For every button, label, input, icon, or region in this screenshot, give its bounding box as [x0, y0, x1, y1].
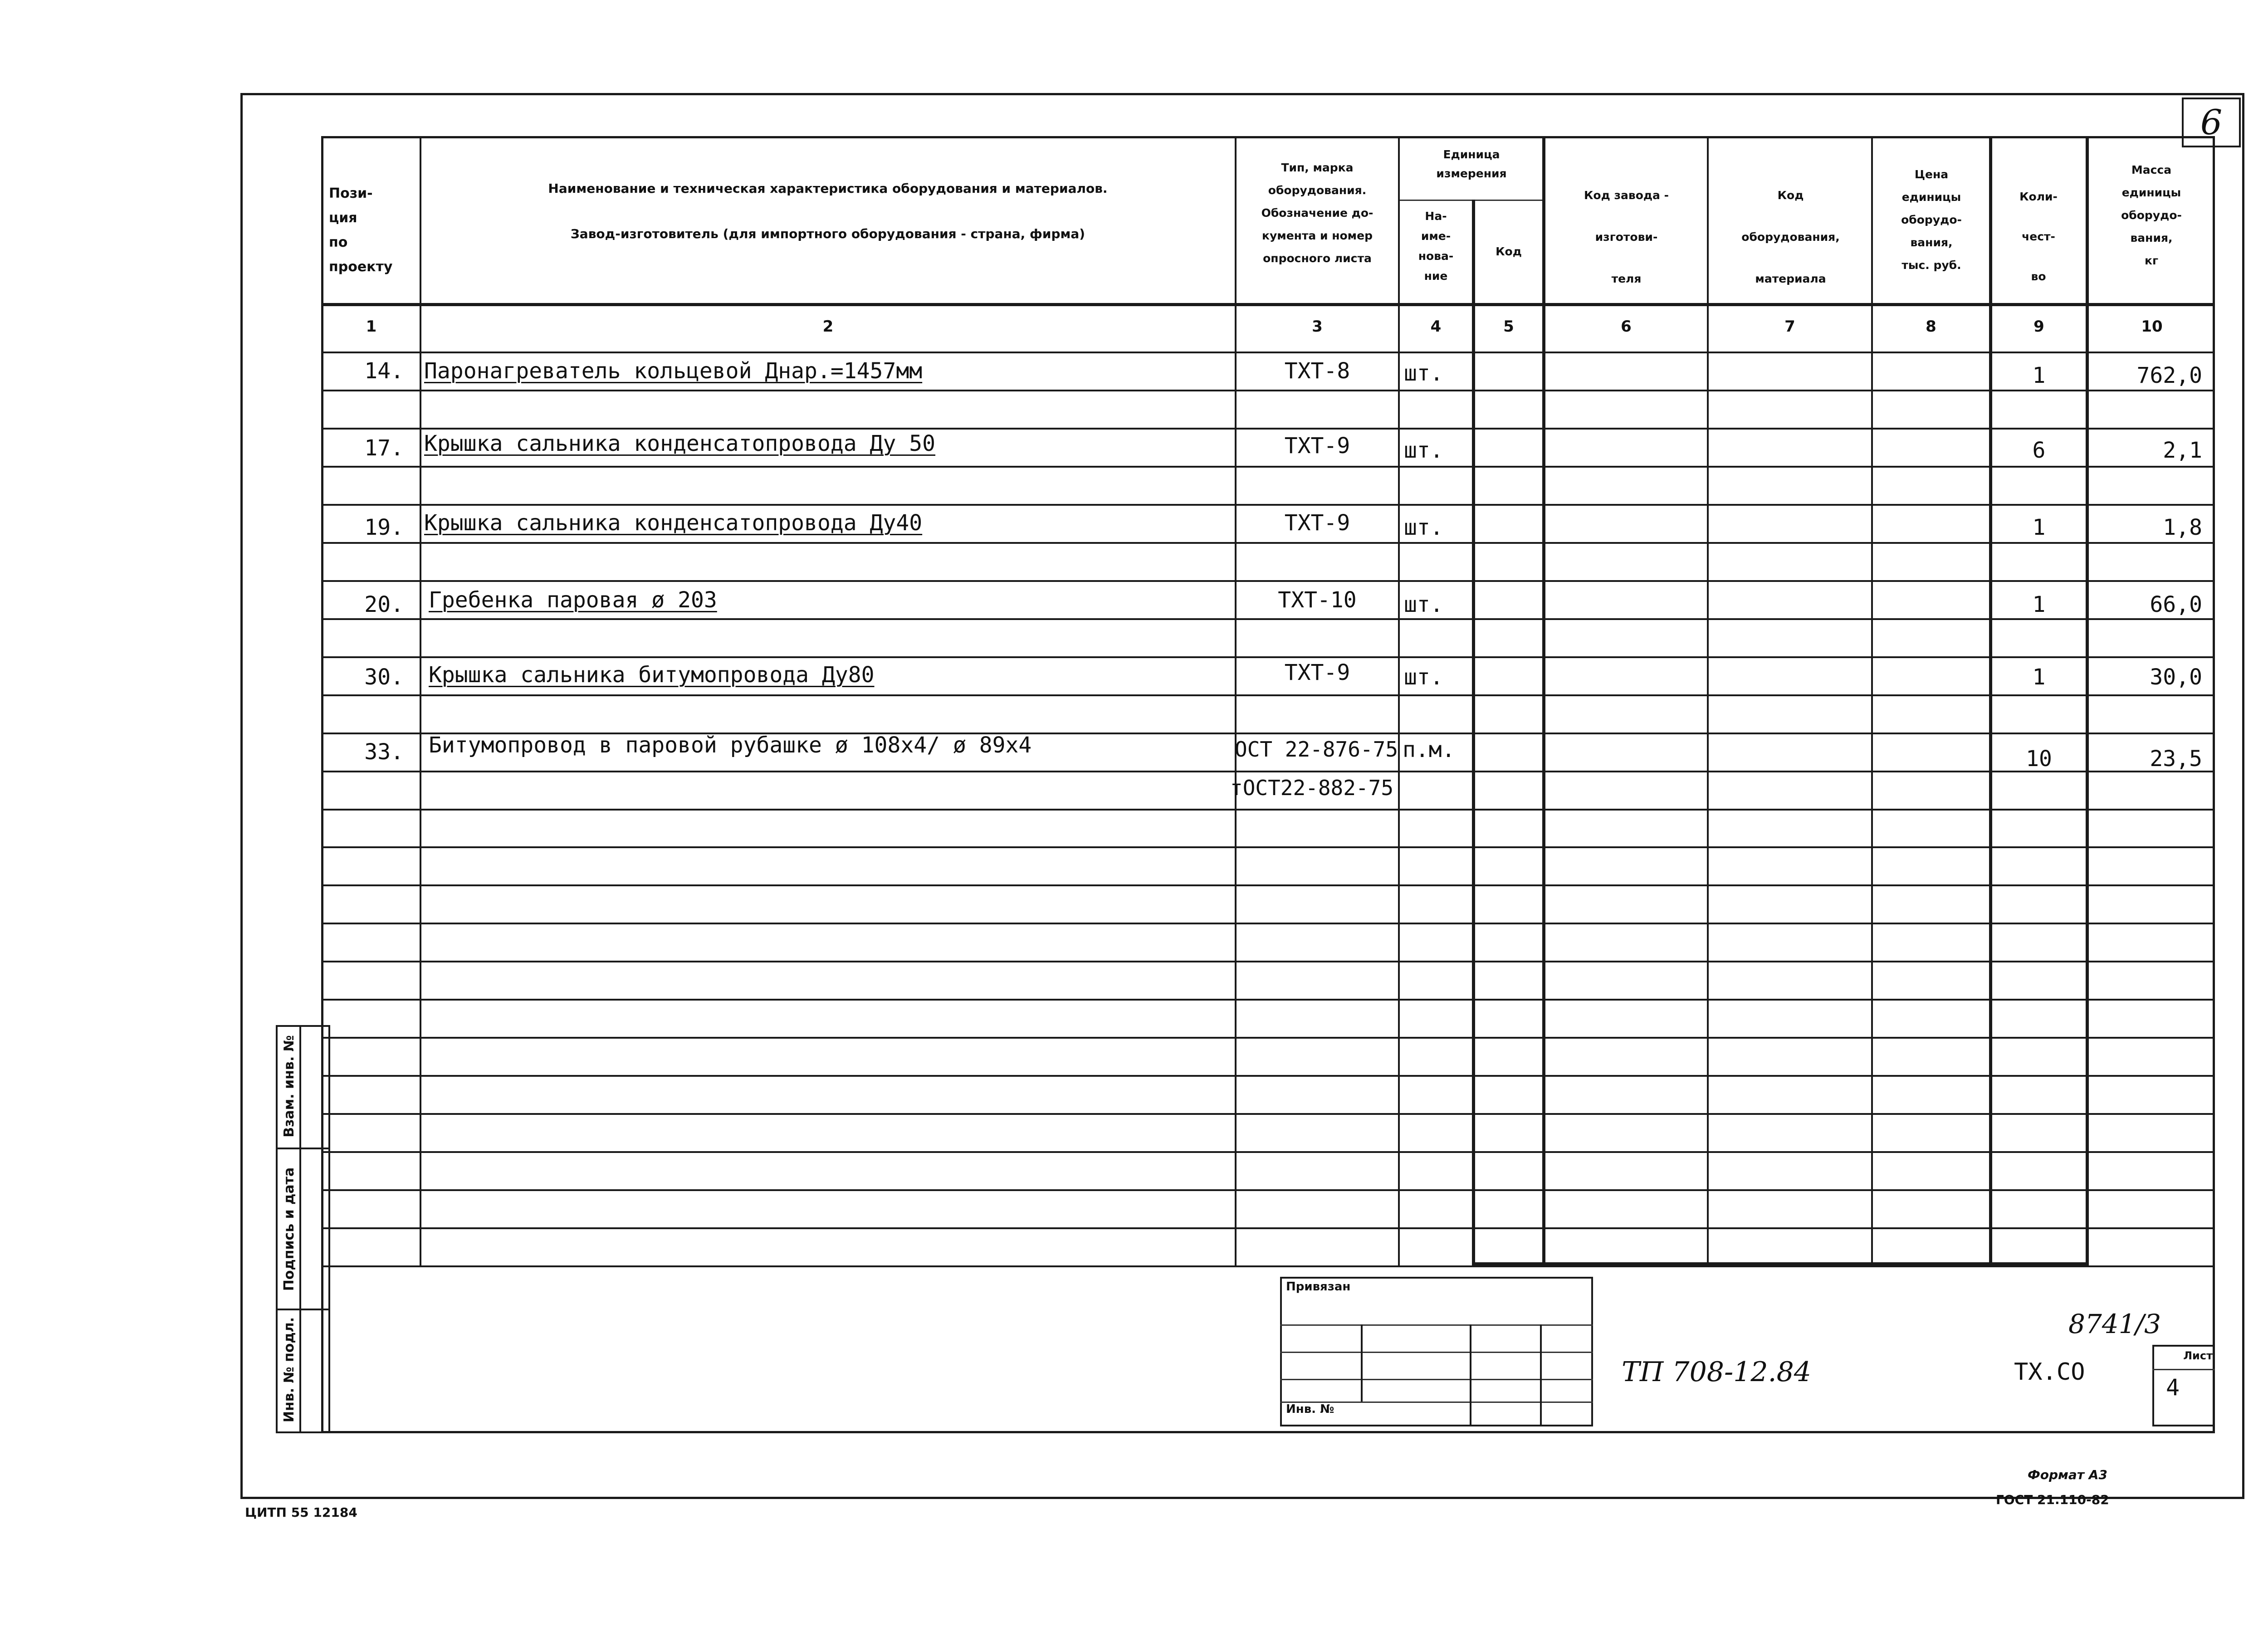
colnum-bottom-line	[321, 352, 2215, 353]
footer-gost: ГОСТ 21.110-82	[1996, 1492, 2109, 1507]
colnum-10: 10	[2141, 317, 2163, 336]
footer-print-mark: ЦИТП 55 12184	[245, 1505, 357, 1520]
row-line	[321, 390, 2215, 391]
row-line	[321, 771, 2215, 772]
row-line	[321, 1075, 2215, 1077]
body-end-line	[321, 1265, 2215, 1267]
privyazan-vline1	[1361, 1324, 1363, 1402]
row2-pos: 17.	[364, 435, 404, 461]
sheet-mark: 6	[2200, 102, 2223, 142]
col-line-3	[1398, 136, 1400, 1265]
row2-name: Крышка сальника конденсатопровода Ду 50	[424, 431, 936, 456]
list-number: 4	[2165, 1374, 2180, 1401]
row-line	[321, 618, 2215, 620]
colnum-2: 2	[822, 317, 834, 336]
privyazan-label: Привязан	[1286, 1280, 1351, 1294]
row-line	[321, 694, 2215, 696]
row4-pos: 20.	[364, 592, 404, 617]
side-label-vzam: Взам. инв. №	[281, 1035, 297, 1138]
row5-mass: 30,0	[2150, 664, 2202, 690]
header-col7: Код оборудования, материала	[1741, 189, 1840, 285]
row5-qty: 1	[2032, 664, 2046, 690]
row3-pos: 19.	[364, 515, 404, 540]
col-line-2	[1235, 136, 1237, 1265]
row5-pos: 30.	[364, 664, 404, 690]
row2-type: ТХТ-9	[1284, 433, 1350, 459]
header-col6: Код завода - изготови- теля	[1584, 189, 1669, 285]
list-label: Лист	[2183, 1349, 2213, 1362]
side-stamp-line2	[276, 1309, 330, 1310]
row-line	[321, 809, 2215, 811]
row1-type: ТХТ-8	[1284, 358, 1350, 384]
colnum-1: 1	[366, 317, 377, 336]
row-line	[321, 466, 2215, 468]
header-col10: Масса единицы оборудо- вания, кг	[2121, 163, 2182, 267]
side-stamp-divider	[299, 1025, 301, 1433]
colnum-5: 5	[1503, 317, 1514, 336]
header-unit-group: Единица измерения	[1436, 148, 1507, 180]
colnum-9: 9	[2033, 317, 2044, 336]
row6-mass: 23,5	[2150, 746, 2202, 772]
row1-mass: 762,0	[2136, 363, 2202, 388]
row6-unit: п.м.	[1403, 737, 1455, 762]
col-line-7	[1871, 136, 1873, 1265]
header-col2-line2: Завод-изготовитель (для импортного оборудования - страна, фирма)	[570, 226, 1085, 241]
row6-name: Битумопровод в паровой рубашке ø 108х4/ ø 89х4	[429, 733, 1032, 758]
header-col3: Тип, марка оборудования. Обозначение до- кумента и номер опросного листа	[1261, 161, 1374, 265]
colnum-8: 8	[1926, 317, 1936, 336]
row2-unit: шт.	[1404, 438, 1443, 463]
row-line	[321, 580, 2215, 582]
inv-no-label: Инв. №	[1286, 1402, 1334, 1416]
row-line	[321, 1227, 2215, 1229]
row-line	[321, 961, 2215, 962]
row-line	[321, 923, 2215, 924]
row-line	[321, 428, 2215, 430]
row4-type: ТХТ-10	[1278, 587, 1357, 613]
header-col8: Цена единицы оборудо- вания, тыс. руб.	[1901, 168, 1962, 272]
privyazan-line1	[1280, 1324, 1593, 1326]
header-col9: Коли- чест- во	[2019, 190, 2058, 283]
row4-qty: 1	[2032, 592, 2046, 617]
col-line-8	[1989, 136, 1992, 1265]
row5-name: Крышка сальника битумопровода Ду80	[429, 662, 875, 688]
row6-type: ОСТ 22-876-75	[1235, 737, 1398, 762]
row4-unit: шт.	[1404, 592, 1443, 617]
row1-qty: 1	[2032, 363, 2046, 388]
row-line	[321, 542, 2215, 544]
privyazan-vline2	[1470, 1324, 1471, 1426]
row1-unit: шт.	[1404, 361, 1443, 386]
row5-unit: шт.	[1404, 664, 1443, 690]
colnum-3: 3	[1312, 317, 1323, 336]
header-bottom-line	[321, 303, 2215, 306]
row1-pos: 14.	[364, 358, 404, 384]
row4-name: Гребенка паровая ø 203	[429, 587, 717, 613]
row6-type2: тОСТ22-882-75	[1230, 776, 1394, 800]
row2-mass: 2,1	[2163, 438, 2202, 463]
list-box-line	[2152, 1369, 2215, 1370]
side-stamp-line1	[276, 1148, 330, 1149]
row3-name: Крышка сальника конденсатопровода Ду40	[424, 510, 923, 536]
row6-pos: 33.	[364, 739, 404, 765]
colnum-6: 6	[1621, 317, 1632, 336]
header-col2-line1: Наименование и техническая характеристика оборудования и материалов.	[548, 181, 1108, 196]
row2-qty: 6	[2032, 438, 2046, 463]
row3-type: ТХТ-9	[1284, 510, 1350, 536]
col-line-5	[1542, 136, 1545, 1265]
row-line	[321, 884, 2215, 886]
row3-unit: шт.	[1404, 515, 1443, 540]
row5-type: ТХТ-9	[1284, 660, 1350, 685]
stamp-code: ТП 708-12.84	[1622, 1356, 1811, 1388]
row6-qty: 10	[2026, 746, 2052, 772]
row-line	[321, 1189, 2215, 1191]
header-col1: Пози- ция по проекту	[329, 186, 393, 275]
header-col4: На- име- нова- ние	[1418, 210, 1454, 283]
privyazan-vline3	[1540, 1324, 1542, 1426]
privyazan-line3	[1280, 1379, 1593, 1380]
row-line	[321, 846, 2215, 848]
archive-number: 8741/3	[2068, 1309, 2161, 1339]
side-label-podpis: Подпись и дата	[281, 1167, 297, 1291]
row-line	[321, 1037, 2215, 1039]
body-bottom-line	[1472, 1262, 2089, 1265]
stamp-doc: ТХ.СО	[2014, 1358, 2085, 1386]
header-col5: Код	[1496, 245, 1522, 258]
col-line-9	[2086, 136, 2089, 1265]
privyazan-line2	[1280, 1352, 1593, 1353]
colnum-7: 7	[1784, 317, 1795, 336]
side-label-inv: Инв. № подл.	[281, 1317, 297, 1423]
row-line	[321, 504, 2215, 506]
unit-group-line	[1398, 200, 1542, 201]
row3-qty: 1	[2032, 515, 2046, 540]
row-line	[321, 1151, 2215, 1153]
row-line	[321, 1113, 2215, 1115]
colnum-4: 4	[1430, 317, 1442, 336]
footer-format: Формат А3	[2028, 1467, 2107, 1482]
col-line-1	[420, 136, 421, 1265]
row4-mass: 66,0	[2150, 592, 2202, 617]
row3-mass: 1,8	[2163, 515, 2202, 540]
col-line-6	[1707, 136, 1709, 1265]
row-line	[321, 656, 2215, 658]
row-line	[321, 999, 2215, 1001]
row1-name: Паронагреватель кольцевой Днар.=1457мм	[424, 358, 923, 384]
